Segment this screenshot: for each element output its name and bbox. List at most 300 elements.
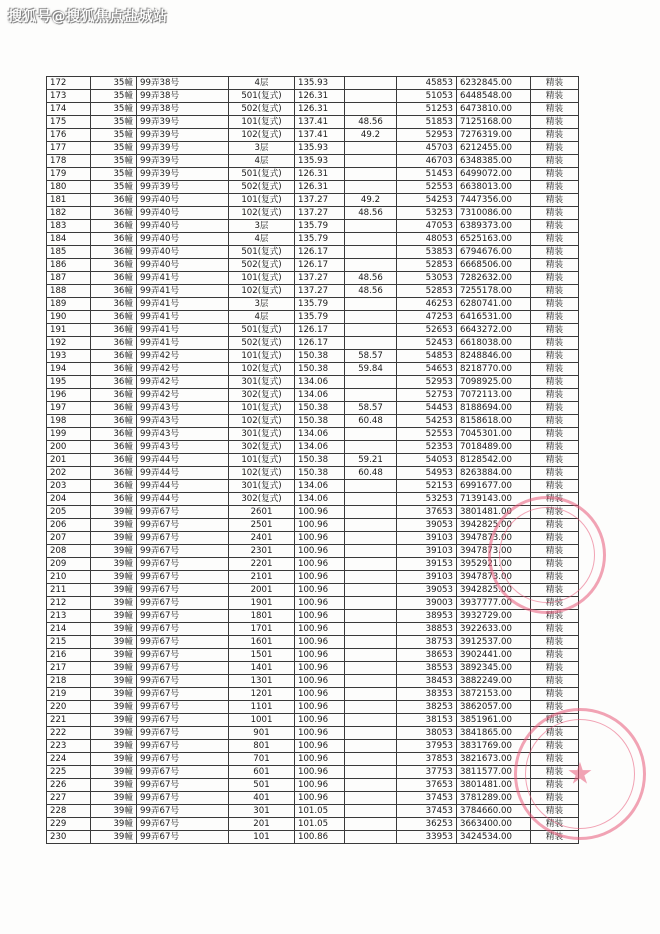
unit-price-cell: 39103	[397, 545, 457, 558]
building-cell: 36幢	[91, 337, 137, 350]
unit-price-cell: 51053	[397, 90, 457, 103]
decoration-cell: 精装	[531, 805, 579, 818]
row-number-cell: 215	[47, 636, 91, 649]
area-cell: 101.05	[295, 805, 345, 818]
area-cell: 126.17	[295, 246, 345, 259]
inner-area-cell	[345, 155, 397, 168]
room-cell: 301(复式)	[229, 376, 295, 389]
building-cell: 36幢	[91, 285, 137, 298]
table-row	[47, 740, 579, 753]
table-row	[47, 597, 579, 610]
total-price-cell: 3862057.00	[457, 701, 531, 714]
decoration-cell: 精装	[531, 402, 579, 415]
inner-area-cell	[345, 545, 397, 558]
address-cell: 99弄44号	[137, 493, 229, 506]
total-price-cell: 6448548.00	[457, 90, 531, 103]
official-seal-stamp	[514, 708, 646, 840]
room-cell: 4层	[229, 155, 295, 168]
row-number-cell: 210	[47, 571, 91, 584]
decoration-cell: 精装	[531, 389, 579, 402]
room-cell: 302(复式)	[229, 493, 295, 506]
table-row	[47, 818, 579, 831]
area-cell: 100.96	[295, 701, 345, 714]
address-cell: 99弄39号	[137, 168, 229, 181]
row-number-cell: 183	[47, 220, 91, 233]
unit-price-cell: 37853	[397, 753, 457, 766]
row-number-cell: 203	[47, 480, 91, 493]
room-cell: 102(复式)	[229, 467, 295, 480]
unit-price-cell: 52553	[397, 428, 457, 441]
table-row	[47, 220, 579, 233]
building-cell: 39幢	[91, 714, 137, 727]
decoration-cell: 精装	[531, 77, 579, 90]
address-cell: 99弄41号	[137, 311, 229, 324]
unit-price-cell: 53853	[397, 246, 457, 259]
total-price-cell: 7125168.00	[457, 116, 531, 129]
table-row	[47, 90, 579, 103]
unit-price-cell: 47253	[397, 311, 457, 324]
seal-inner-ring	[499, 507, 595, 603]
room-cell: 401	[229, 792, 295, 805]
area-cell: 150.38	[295, 350, 345, 363]
row-number-cell: 228	[47, 805, 91, 818]
address-cell: 99弄67号	[137, 636, 229, 649]
area-cell: 150.38	[295, 467, 345, 480]
row-number-cell: 195	[47, 376, 91, 389]
total-price-cell: 7282632.00	[457, 272, 531, 285]
building-cell: 36幢	[91, 402, 137, 415]
table-row	[47, 415, 579, 428]
inner-area-cell	[345, 324, 397, 337]
unit-price-cell: 37453	[397, 805, 457, 818]
row-number-cell: 205	[47, 506, 91, 519]
address-cell: 99弄38号	[137, 77, 229, 90]
table-row	[47, 714, 579, 727]
address-cell: 99弄67号	[137, 675, 229, 688]
inner-area-cell	[345, 90, 397, 103]
building-cell: 35幢	[91, 142, 137, 155]
unit-price-cell: 48053	[397, 233, 457, 246]
total-price-cell: 6212455.00	[457, 142, 531, 155]
room-cell: 501(复式)	[229, 246, 295, 259]
total-price-cell: 3942825.00	[457, 584, 531, 597]
inner-area-cell	[345, 662, 397, 675]
room-cell: 901	[229, 727, 295, 740]
inner-area-cell: 48.56	[345, 207, 397, 220]
room-cell: 301(复式)	[229, 480, 295, 493]
row-number-cell: 186	[47, 259, 91, 272]
inner-area-cell	[345, 389, 397, 402]
area-cell: 100.96	[295, 740, 345, 753]
table-row	[47, 441, 579, 454]
table-row	[47, 467, 579, 480]
room-cell: 2101	[229, 571, 295, 584]
unit-price-cell: 37653	[397, 779, 457, 792]
inner-area-cell	[345, 480, 397, 493]
building-cell: 39幢	[91, 571, 137, 584]
unit-price-cell: 38353	[397, 688, 457, 701]
building-cell: 35幢	[91, 116, 137, 129]
total-price-cell: 6794676.00	[457, 246, 531, 259]
inner-area-cell	[345, 337, 397, 350]
inner-area-cell	[345, 584, 397, 597]
row-number-cell: 187	[47, 272, 91, 285]
address-cell: 99弄43号	[137, 415, 229, 428]
area-cell: 135.79	[295, 298, 345, 311]
row-number-cell: 177	[47, 142, 91, 155]
table-row	[47, 779, 579, 792]
table-row	[47, 766, 579, 779]
unit-price-cell: 54853	[397, 350, 457, 363]
unit-price-cell: 45703	[397, 142, 457, 155]
building-cell: 39幢	[91, 636, 137, 649]
unit-price-cell: 52953	[397, 129, 457, 142]
price-table-body	[47, 77, 579, 844]
inner-area-cell	[345, 688, 397, 701]
room-cell: 2201	[229, 558, 295, 571]
total-price-cell: 7045301.00	[457, 428, 531, 441]
room-cell: 1201	[229, 688, 295, 701]
unit-price-cell: 38553	[397, 662, 457, 675]
address-cell: 99弄42号	[137, 389, 229, 402]
table-row	[47, 168, 579, 181]
row-number-cell: 223	[47, 740, 91, 753]
decoration-cell: 精装	[531, 233, 579, 246]
total-price-cell: 3922633.00	[457, 623, 531, 636]
area-cell: 101.05	[295, 818, 345, 831]
unit-price-cell: 52153	[397, 480, 457, 493]
address-cell: 99弄67号	[137, 506, 229, 519]
area-cell: 100.96	[295, 727, 345, 740]
building-cell: 36幢	[91, 376, 137, 389]
building-cell: 39幢	[91, 519, 137, 532]
row-number-cell: 212	[47, 597, 91, 610]
unit-price-cell: 38453	[397, 675, 457, 688]
decoration-cell: 精装	[531, 311, 579, 324]
decoration-cell: 精装	[531, 532, 579, 545]
decoration-cell: 精装	[531, 597, 579, 610]
unit-price-cell: 36253	[397, 818, 457, 831]
table-row	[47, 298, 579, 311]
inner-area-cell: 48.56	[345, 116, 397, 129]
table-row	[47, 363, 579, 376]
inner-area-cell	[345, 779, 397, 792]
address-cell: 99弄38号	[137, 90, 229, 103]
building-cell: 39幢	[91, 662, 137, 675]
unit-price-cell: 52953	[397, 376, 457, 389]
decoration-cell: 精装	[531, 116, 579, 129]
building-cell: 36幢	[91, 415, 137, 428]
room-cell: 501(复式)	[229, 90, 295, 103]
building-cell: 39幢	[91, 597, 137, 610]
decoration-cell: 精装	[531, 649, 579, 662]
building-cell: 36幢	[91, 246, 137, 259]
inner-area-cell	[345, 636, 397, 649]
unit-price-cell: 38653	[397, 649, 457, 662]
row-number-cell: 194	[47, 363, 91, 376]
total-price-cell: 6643272.00	[457, 324, 531, 337]
table-row	[47, 493, 579, 506]
inner-area-cell	[345, 428, 397, 441]
room-cell: 101(复式)	[229, 194, 295, 207]
address-cell: 99弄67号	[137, 766, 229, 779]
inner-area-cell	[345, 311, 397, 324]
unit-price-cell: 52453	[397, 337, 457, 350]
area-cell: 100.96	[295, 506, 345, 519]
table-row	[47, 701, 579, 714]
total-price-cell: 6280741.00	[457, 298, 531, 311]
address-cell: 99弄67号	[137, 688, 229, 701]
decoration-cell: 精装	[531, 636, 579, 649]
row-number-cell: 189	[47, 298, 91, 311]
unit-price-cell: 54453	[397, 402, 457, 415]
decoration-cell: 精装	[531, 779, 579, 792]
room-cell: 1601	[229, 636, 295, 649]
unit-price-cell: 52853	[397, 285, 457, 298]
room-cell: 101(复式)	[229, 350, 295, 363]
total-price-cell: 6416531.00	[457, 311, 531, 324]
inner-area-cell: 60.48	[345, 467, 397, 480]
row-number-cell: 211	[47, 584, 91, 597]
table-row	[47, 649, 579, 662]
unit-price-cell: 53253	[397, 207, 457, 220]
table-row	[47, 636, 579, 649]
building-cell: 39幢	[91, 740, 137, 753]
area-cell: 150.38	[295, 402, 345, 415]
area-cell: 100.96	[295, 558, 345, 571]
total-price-cell: 8158618.00	[457, 415, 531, 428]
room-cell: 502(复式)	[229, 259, 295, 272]
total-price-cell: 3831769.00	[457, 740, 531, 753]
area-cell: 126.31	[295, 181, 345, 194]
table-row	[47, 350, 579, 363]
decoration-cell: 精装	[531, 545, 579, 558]
unit-price-cell: 39153	[397, 558, 457, 571]
total-price-cell: 6638013.00	[457, 181, 531, 194]
address-cell: 99弄39号	[137, 142, 229, 155]
table-row	[47, 610, 579, 623]
decoration-cell: 精装	[531, 376, 579, 389]
total-price-cell: 3882249.00	[457, 675, 531, 688]
area-cell: 100.86	[295, 831, 345, 844]
unit-price-cell: 51853	[397, 116, 457, 129]
address-cell: 99弄67号	[137, 597, 229, 610]
room-cell: 502(复式)	[229, 103, 295, 116]
address-cell: 99弄67号	[137, 831, 229, 844]
row-number-cell: 218	[47, 675, 91, 688]
decoration-cell: 精装	[531, 220, 579, 233]
room-cell: 301	[229, 805, 295, 818]
row-number-cell: 190	[47, 311, 91, 324]
total-price-cell: 6668506.00	[457, 259, 531, 272]
row-number-cell: 175	[47, 116, 91, 129]
area-cell: 150.38	[295, 415, 345, 428]
unit-price-cell: 38753	[397, 636, 457, 649]
unit-price-cell: 38053	[397, 727, 457, 740]
seal-star-icon: ★	[566, 756, 594, 792]
row-number-cell: 213	[47, 610, 91, 623]
inner-area-cell: 58.57	[345, 402, 397, 415]
decoration-cell: 精装	[531, 454, 579, 467]
total-price-cell: 3942825.00	[457, 519, 531, 532]
table-row	[47, 324, 579, 337]
unit-price-cell: 52753	[397, 389, 457, 402]
unit-price-cell: 52353	[397, 441, 457, 454]
unit-price-cell: 54253	[397, 415, 457, 428]
unit-price-cell: 39003	[397, 597, 457, 610]
total-price-cell: 3902441.00	[457, 649, 531, 662]
row-number-cell: 200	[47, 441, 91, 454]
room-cell: 1701	[229, 623, 295, 636]
inner-area-cell: 48.56	[345, 285, 397, 298]
row-number-cell: 225	[47, 766, 91, 779]
decoration-cell: 精装	[531, 285, 579, 298]
total-price-cell: 6232845.00	[457, 77, 531, 90]
inner-area-cell: 59.84	[345, 363, 397, 376]
unit-price-cell: 45853	[397, 77, 457, 90]
address-cell: 99弄39号	[137, 181, 229, 194]
unit-price-cell: 39103	[397, 571, 457, 584]
row-number-cell: 173	[47, 90, 91, 103]
decoration-cell: 精装	[531, 727, 579, 740]
room-cell: 701	[229, 753, 295, 766]
address-cell: 99弄42号	[137, 363, 229, 376]
building-cell: 36幢	[91, 220, 137, 233]
table-row	[47, 233, 579, 246]
decoration-cell: 精装	[531, 324, 579, 337]
room-cell: 1001	[229, 714, 295, 727]
area-cell: 100.96	[295, 766, 345, 779]
unit-price-cell: 52853	[397, 259, 457, 272]
row-number-cell: 188	[47, 285, 91, 298]
building-cell: 39幢	[91, 649, 137, 662]
address-cell: 99弄40号	[137, 259, 229, 272]
address-cell: 99弄67号	[137, 740, 229, 753]
unit-price-cell: 37953	[397, 740, 457, 753]
address-cell: 99弄41号	[137, 298, 229, 311]
building-cell: 39幢	[91, 610, 137, 623]
address-cell: 99弄43号	[137, 428, 229, 441]
table-row	[47, 675, 579, 688]
building-cell: 39幢	[91, 766, 137, 779]
decoration-cell: 精装	[531, 675, 579, 688]
inner-area-cell	[345, 259, 397, 272]
decoration-cell: 精装	[531, 831, 579, 844]
decoration-cell: 精装	[531, 298, 579, 311]
table-row	[47, 389, 579, 402]
room-cell: 801	[229, 740, 295, 753]
building-cell: 39幢	[91, 805, 137, 818]
table-row	[47, 688, 579, 701]
building-cell: 39幢	[91, 506, 137, 519]
total-price-cell: 8188694.00	[457, 402, 531, 415]
table-row	[47, 207, 579, 220]
room-cell: 502(复式)	[229, 181, 295, 194]
table-row	[47, 311, 579, 324]
table-row	[47, 662, 579, 675]
inner-area-cell	[345, 532, 397, 545]
building-cell: 36幢	[91, 441, 137, 454]
address-cell: 99弄67号	[137, 571, 229, 584]
decoration-cell: 精装	[531, 363, 579, 376]
inner-area-cell	[345, 714, 397, 727]
unit-price-cell: 54953	[397, 467, 457, 480]
address-cell: 99弄43号	[137, 402, 229, 415]
area-cell: 135.79	[295, 220, 345, 233]
area-cell: 134.06	[295, 389, 345, 402]
decoration-cell: 精装	[531, 480, 579, 493]
building-cell: 36幢	[91, 428, 137, 441]
inner-area-cell	[345, 805, 397, 818]
room-cell: 101(复式)	[229, 116, 295, 129]
address-cell: 99弄40号	[137, 207, 229, 220]
address-cell: 99弄41号	[137, 285, 229, 298]
table-row	[47, 337, 579, 350]
room-cell: 2301	[229, 545, 295, 558]
room-cell: 201	[229, 818, 295, 831]
building-cell: 36幢	[91, 311, 137, 324]
room-cell: 3层	[229, 298, 295, 311]
inner-area-cell	[345, 727, 397, 740]
inner-area-cell	[345, 506, 397, 519]
area-cell: 135.93	[295, 142, 345, 155]
unit-price-cell: 53053	[397, 272, 457, 285]
area-cell: 100.96	[295, 545, 345, 558]
address-cell: 99弄39号	[137, 155, 229, 168]
inner-area-cell	[345, 519, 397, 532]
unit-price-cell: 33953	[397, 831, 457, 844]
decoration-cell: 精装	[531, 493, 579, 506]
area-cell: 134.06	[295, 493, 345, 506]
decoration-cell: 精装	[531, 428, 579, 441]
total-price-cell: 7276319.00	[457, 129, 531, 142]
row-number-cell: 179	[47, 168, 91, 181]
row-number-cell: 199	[47, 428, 91, 441]
building-cell: 36幢	[91, 480, 137, 493]
building-cell: 35幢	[91, 168, 137, 181]
address-cell: 99弄67号	[137, 610, 229, 623]
row-number-cell: 222	[47, 727, 91, 740]
building-cell: 39幢	[91, 792, 137, 805]
room-cell: 101(复式)	[229, 402, 295, 415]
building-cell: 35幢	[91, 103, 137, 116]
inner-area-cell	[345, 831, 397, 844]
row-number-cell: 226	[47, 779, 91, 792]
unit-price-cell: 53253	[397, 493, 457, 506]
room-cell: 1901	[229, 597, 295, 610]
table-row	[47, 194, 579, 207]
room-cell: 2601	[229, 506, 295, 519]
total-price-cell: 3663400.00	[457, 818, 531, 831]
row-number-cell: 172	[47, 77, 91, 90]
total-price-cell: 8263884.00	[457, 467, 531, 480]
building-cell: 39幢	[91, 532, 137, 545]
room-cell: 102(复式)	[229, 129, 295, 142]
table-row	[47, 181, 579, 194]
building-cell: 36幢	[91, 259, 137, 272]
table-row	[47, 285, 579, 298]
row-number-cell: 196	[47, 389, 91, 402]
building-cell: 39幢	[91, 831, 137, 844]
inner-area-cell	[345, 77, 397, 90]
room-cell: 302(复式)	[229, 441, 295, 454]
table-row	[47, 155, 579, 168]
decoration-cell: 精装	[531, 714, 579, 727]
inner-area-cell	[345, 181, 397, 194]
table-row	[47, 376, 579, 389]
row-number-cell: 209	[47, 558, 91, 571]
address-cell: 99弄42号	[137, 376, 229, 389]
